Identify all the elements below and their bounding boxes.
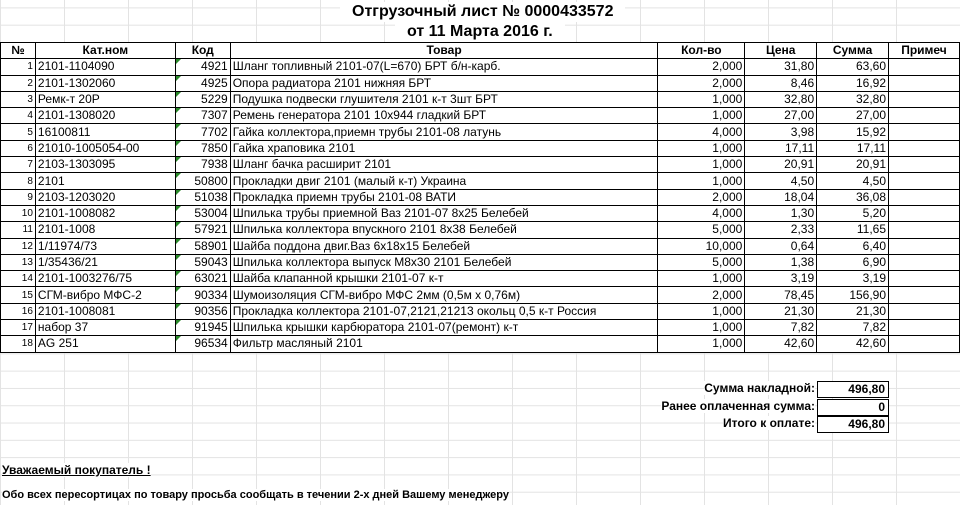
row-number: 12 — [1, 238, 36, 254]
qty-cell: 1,000 — [658, 157, 745, 173]
row-number: 1 — [1, 59, 36, 75]
col-header-code: Код — [175, 43, 230, 59]
product-cell: Прокладка коллектора 2101-07,2121,21213 окольц 0,5 к-т Россия — [230, 303, 658, 319]
row-number: 8 — [1, 173, 36, 189]
table-row — [1, 108, 960, 124]
note-cell — [889, 222, 960, 238]
code-cell: 5229 — [175, 91, 230, 107]
code-cell: 7702 — [175, 124, 230, 140]
table-row — [1, 124, 960, 140]
cat-number-cell: 2101-1008 — [35, 222, 175, 238]
row-number: 2 — [1, 75, 36, 91]
col-header-product: Товар — [230, 43, 658, 59]
code-cell: 59043 — [175, 254, 230, 270]
col-header-note: Примеч — [889, 43, 960, 59]
price-cell: 1,30 — [745, 205, 817, 221]
table-row — [1, 287, 960, 303]
price-cell: 27,00 — [745, 108, 817, 124]
note-cell — [889, 320, 960, 336]
price-cell: 0,64 — [745, 238, 817, 254]
code-cell: 7307 — [175, 108, 230, 124]
table-row — [1, 59, 960, 75]
sum-cell: 4,50 — [817, 173, 889, 189]
sum-cell: 15,92 — [817, 124, 889, 140]
product-cell: Шланг бачка расширит 2101 — [230, 157, 658, 173]
code-cell: 7938 — [175, 157, 230, 173]
sum-cell: 16,92 — [817, 75, 889, 91]
price-cell: 1,38 — [745, 254, 817, 270]
price-cell: 4,50 — [745, 173, 817, 189]
col-header-cat: Кат.ном — [35, 43, 175, 59]
prepaid-label: Ранее оплаченная сумма: — [661, 399, 815, 413]
cat-number-cell: СГМ-вибро МФС-2 — [35, 287, 175, 303]
qty-cell: 4,000 — [658, 205, 745, 221]
row-number: 3 — [1, 91, 36, 107]
table-row — [1, 173, 960, 189]
qty-cell: 5,000 — [658, 254, 745, 270]
code-cell: 90334 — [175, 287, 230, 303]
price-cell: 21,30 — [745, 303, 817, 319]
table-row — [1, 271, 960, 287]
note-cell — [889, 336, 960, 352]
row-number: 5 — [1, 124, 36, 140]
shipment-table — [0, 42, 960, 353]
cat-number-cell: 2101-1308020 — [35, 108, 175, 124]
price-cell: 17,11 — [745, 140, 817, 156]
row-number: 7 — [1, 157, 36, 173]
code-cell: 50800 — [175, 173, 230, 189]
note-cell — [889, 303, 960, 319]
product-cell: Шланг топливный 2101-07(L=670) БРТ б/н-карб. — [230, 59, 658, 75]
qty-cell: 1,000 — [658, 108, 745, 124]
table-row — [1, 303, 960, 319]
price-cell: 7,82 — [745, 320, 817, 336]
product-cell: Фильтр масляный 2101 — [230, 336, 658, 352]
product-cell: Шпилька коллектора впускного 2101 8х38 Белебей — [230, 222, 658, 238]
note-cell — [889, 59, 960, 75]
qty-cell: 1,000 — [658, 271, 745, 287]
row-number: 18 — [1, 336, 36, 352]
product-cell: Шайба поддона двиг.Ваз 6х18х15 Белебей — [230, 238, 658, 254]
qty-cell: 1,000 — [658, 336, 745, 352]
price-cell: 18,04 — [745, 189, 817, 205]
price-cell: 42,60 — [745, 336, 817, 352]
cat-number-cell: Ремк-т 20Р — [35, 91, 175, 107]
row-number: 4 — [1, 108, 36, 124]
note-cell — [889, 91, 960, 107]
note-cell — [889, 254, 960, 270]
qty-cell: 2,000 — [658, 189, 745, 205]
note-cell — [889, 287, 960, 303]
row-number: 6 — [1, 140, 36, 156]
code-cell: 51038 — [175, 189, 230, 205]
row-number: 15 — [1, 287, 36, 303]
row-number: 17 — [1, 320, 36, 336]
code-cell: 4921 — [175, 59, 230, 75]
invoice-total-label: Сумма накладной: — [704, 381, 815, 395]
note-cell — [889, 205, 960, 221]
table-header-row — [1, 43, 960, 59]
sum-cell: 17,11 — [817, 140, 889, 156]
product-cell: Гайка храповика 2101 — [230, 140, 658, 156]
footer-message: Обо всех пересортицах по товару просьба сообщать в течении 2-х дней Вашему менеджеру — [2, 489, 509, 501]
table-row — [1, 91, 960, 107]
invoice-total-value: 496,80 — [817, 381, 889, 398]
sum-cell: 21,30 — [817, 303, 889, 319]
price-cell: 20,91 — [745, 157, 817, 173]
sum-cell: 20,91 — [817, 157, 889, 173]
sum-cell: 156,90 — [817, 287, 889, 303]
cat-number-cell: 1/11974/73 — [35, 238, 175, 254]
footer-greeting: Уважаемый покупатель ! — [2, 463, 151, 477]
product-cell: Шайба клапанной крышки 2101-07 к-т — [230, 271, 658, 287]
note-cell — [889, 157, 960, 173]
product-cell: Опора радиатора 2101 нижняя БРТ — [230, 75, 658, 91]
cat-number-cell: 2101-1008082 — [35, 205, 175, 221]
qty-cell: 2,000 — [658, 287, 745, 303]
code-cell: 57921 — [175, 222, 230, 238]
row-number: 13 — [1, 254, 36, 270]
note-cell — [889, 108, 960, 124]
sum-cell: 5,20 — [817, 205, 889, 221]
price-cell: 8,46 — [745, 75, 817, 91]
code-cell: 90356 — [175, 303, 230, 319]
price-cell: 78,45 — [745, 287, 817, 303]
qty-cell: 1,000 — [658, 140, 745, 156]
cat-number-cell: 16100811 — [35, 124, 175, 140]
product-cell: Прокладки двиг 2101 (малый к-т) Украина — [230, 173, 658, 189]
table-row — [1, 75, 960, 91]
price-cell: 3,19 — [745, 271, 817, 287]
cat-number-cell: 1/35436/21 — [35, 254, 175, 270]
code-cell: 63021 — [175, 271, 230, 287]
table-row — [1, 222, 960, 238]
col-header-price: Цена — [745, 43, 817, 59]
cat-number-cell: 2101-1104090 — [35, 59, 175, 75]
row-number: 14 — [1, 271, 36, 287]
product-cell: Подушка подвески глушителя 2101 к-т 3шт БРТ — [230, 91, 658, 107]
qty-cell: 1,000 — [658, 303, 745, 319]
code-cell: 4925 — [175, 75, 230, 91]
code-cell: 7850 — [175, 140, 230, 156]
note-cell — [889, 189, 960, 205]
qty-cell: 1,000 — [658, 91, 745, 107]
note-cell — [889, 271, 960, 287]
sum-cell: 7,82 — [817, 320, 889, 336]
col-header-qty: Кол-во — [658, 43, 745, 59]
row-number: 16 — [1, 303, 36, 319]
cat-number-cell: AG 251 — [35, 336, 175, 352]
qty-cell: 2,000 — [658, 59, 745, 75]
sum-cell: 36,08 — [817, 189, 889, 205]
note-cell — [889, 173, 960, 189]
col-header-sum: Сумма — [817, 43, 889, 59]
price-cell: 3,98 — [745, 124, 817, 140]
product-cell: Шпилька трубы приемной Ваз 2101-07 8х25 Белебей — [230, 205, 658, 221]
table-row — [1, 336, 960, 352]
table-row — [1, 157, 960, 173]
cat-number-cell: 2101-1302060 — [35, 75, 175, 91]
note-cell — [889, 140, 960, 156]
code-cell: 91945 — [175, 320, 230, 336]
qty-cell: 5,000 — [658, 222, 745, 238]
sum-cell: 3,19 — [817, 271, 889, 287]
sum-cell: 32,80 — [817, 91, 889, 107]
cat-number-cell: 2103-1303095 — [35, 157, 175, 173]
cat-number-cell: 2101 — [35, 173, 175, 189]
row-number: 9 — [1, 189, 36, 205]
note-cell — [889, 75, 960, 91]
cat-number-cell: 2101-1003276/75 — [35, 271, 175, 287]
sum-cell: 6,40 — [817, 238, 889, 254]
note-cell — [889, 238, 960, 254]
qty-cell: 10,000 — [658, 238, 745, 254]
price-cell: 31,80 — [745, 59, 817, 75]
document-title: Отгрузочный лист № 0000433572 — [340, 2, 625, 22]
cat-number-cell: 21010-1005054-00 — [35, 140, 175, 156]
col-header-no: № — [1, 43, 36, 59]
code-cell: 58901 — [175, 238, 230, 254]
note-cell — [889, 124, 960, 140]
table-row — [1, 205, 960, 221]
code-cell: 96534 — [175, 336, 230, 352]
row-number: 11 — [1, 222, 36, 238]
sum-cell: 27,00 — [817, 108, 889, 124]
qty-cell: 2,000 — [658, 75, 745, 91]
table-row — [1, 254, 960, 270]
product-cell: Шпилька коллектора выпуск М8х30 2101 Белебей — [230, 254, 658, 270]
sum-cell: 11,65 — [817, 222, 889, 238]
sum-cell: 42,60 — [817, 336, 889, 352]
price-cell: 32,80 — [745, 91, 817, 107]
cat-number-cell: набор 37 — [35, 320, 175, 336]
row-number: 10 — [1, 205, 36, 221]
sum-cell: 63,60 — [817, 59, 889, 75]
product-cell: Гайка коллектора,приемн трубы 2101-08 латунь — [230, 124, 658, 140]
table-row — [1, 140, 960, 156]
cat-number-cell: 2103-1203020 — [35, 189, 175, 205]
table-row — [1, 189, 960, 205]
qty-cell: 1,000 — [658, 173, 745, 189]
table-row — [1, 320, 960, 336]
code-cell: 53004 — [175, 205, 230, 221]
cat-number-cell: 2101-1008081 — [35, 303, 175, 319]
product-cell: Прокладка приемн трубы 2101-08 ВАТИ — [230, 189, 658, 205]
product-cell: Шумоизоляция СГМ-вибро МФС 2мм (0,5м х 0,76м) — [230, 287, 658, 303]
prepaid-value: 0 — [817, 399, 889, 416]
qty-cell: 4,000 — [658, 124, 745, 140]
sum-cell: 6,90 — [817, 254, 889, 270]
product-cell: Шпилька крышки карбюратора 2101-07(ремонт) к-т — [230, 320, 658, 336]
qty-cell: 1,000 — [658, 320, 745, 336]
table-row — [1, 238, 960, 254]
product-cell: Ремень генератора 2101 10х944 гладкий БРТ — [230, 108, 658, 124]
to-pay-label: Итого к оплате: — [723, 416, 815, 430]
price-cell: 2,33 — [745, 222, 817, 238]
document-date: от 11 Марта 2016 г. — [395, 22, 565, 42]
to-pay-value: 496,80 — [817, 416, 889, 433]
